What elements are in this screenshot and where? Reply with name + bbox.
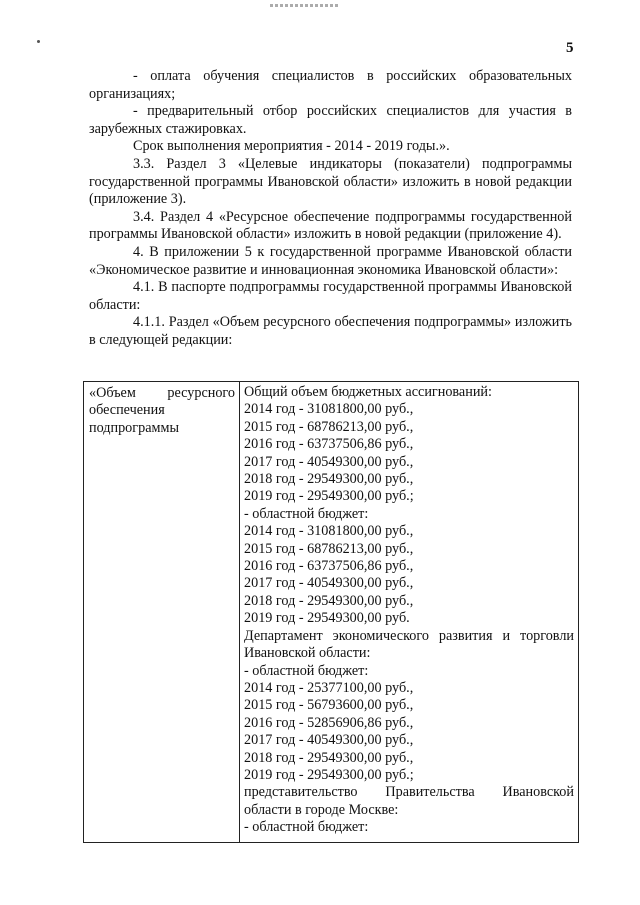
table-line: 2018 год - 29549300,00 руб., <box>244 592 414 609</box>
table-line: - областной бюджет: <box>244 505 369 522</box>
paragraph: 3.3. Раздел 3 «Целевые индикаторы (показатели) подпрограммы государственной программы Ивановской области» изложить в новой редакции (приложение 3). <box>89 155 572 208</box>
page-number: 5 <box>566 40 574 56</box>
table-line: Департамент экономического развития и торговли Ивановской области: <box>244 627 574 662</box>
table-line: 2014 год - 25377100,00 руб., <box>244 679 414 696</box>
resource-table <box>83 381 579 843</box>
paragraph: 3.4. Раздел 4 «Ресурсное обеспечение подпрограммы государственной программы Ивановской области» изложить в новой редакции (приложение 4). <box>89 208 572 243</box>
table-line: 2014 год - 31081800,00 руб., <box>244 523 414 540</box>
table-cell-value <box>240 382 578 842</box>
scan-artifact-mark <box>270 4 340 7</box>
table-line: 2015 год - 56793600,00 руб., <box>244 697 414 714</box>
table-line: Общий объем бюджетных ассигнований: <box>244 384 492 400</box>
paragraph: 4.1.1. Раздел «Объем ресурсного обеспечения подпрограммы» изложить в следующей редакции: <box>89 314 572 348</box>
table-line: 2015 год - 68786213,00 руб., <box>244 418 414 435</box>
table-line: 2017 год - 40549300,00 руб., <box>244 732 414 749</box>
paragraph: Срок выполнения мероприятия - 2014 - 2019 годы.». <box>133 138 450 155</box>
paragraph: - оплата обучения специалистов в российских образовательных организациях; <box>89 68 572 102</box>
paragraph: 4. В приложении 5 к государственной программе Ивановской области «Экономическое развитие и инновационная экономика Ивановской области»: <box>89 243 572 278</box>
table-line: - областной бюджет: <box>244 819 369 836</box>
table-line: 2015 год - 68786213,00 руб., <box>244 540 414 557</box>
table-line: - областной бюджет: <box>244 662 369 679</box>
table-line: 2018 год - 29549300,00 руб., <box>244 749 414 766</box>
table-line: 2014 год - 31081800,00 руб., <box>244 401 414 418</box>
scan-artifact-dot <box>37 40 40 43</box>
table-cell-label: «Объем ресурсного обеспечения подпрограммы <box>84 382 240 842</box>
paragraph: 4.1. В паспорте подпрограммы государственной программы Ивановской области: <box>89 279 572 313</box>
table-line: 2019 год - 29549300,00 руб.; <box>244 766 414 783</box>
table-line: 2019 год - 29549300,00 руб. <box>244 610 410 627</box>
table-line: 2016 год - 52856906,86 руб., <box>244 714 414 731</box>
paragraph: - предварительный отбор российских специалистов для участия в зарубежных стажировках. <box>89 103 572 137</box>
table-line: 2016 год - 63737506,86 руб., <box>244 436 414 453</box>
table-line: 2019 год - 29549300,00 руб.; <box>244 488 414 505</box>
table-line: 2017 год - 40549300,00 руб., <box>244 453 414 470</box>
table-line: 2016 год - 63737506,86 руб., <box>244 558 414 575</box>
table-line: представительство Правительства Ивановской области в городе Москве: <box>244 784 574 818</box>
table-line: 2018 год - 29549300,00 руб., <box>244 471 414 488</box>
table-line: 2017 год - 40549300,00 руб., <box>244 575 414 592</box>
document-body <box>89 68 572 350</box>
